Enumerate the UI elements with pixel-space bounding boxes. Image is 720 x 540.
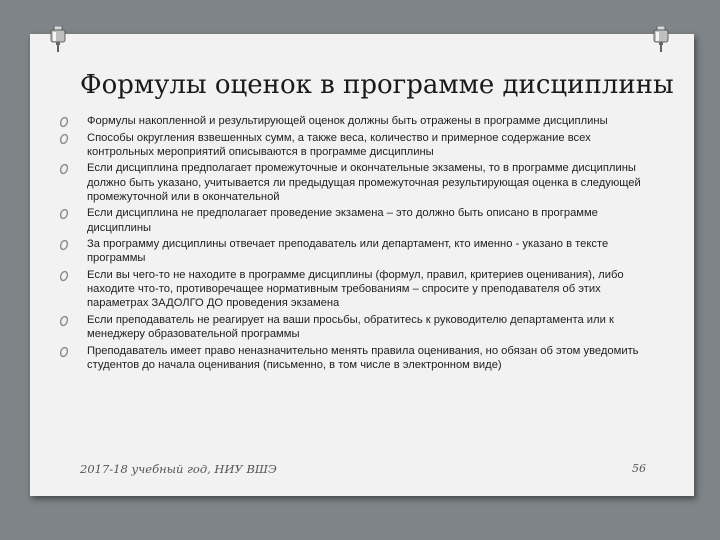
bullet-item: [87, 268, 660, 311]
bullet-text: Преподаватель имеет право неназначительно менять правила оценивания, но обязан об этом уведомить студентов до начала оценивания (письменно, в том числе в электронном виде): [87, 344, 639, 371]
bullet-text: Если вы чего-то не находите в программе дисциплины (формул, правил, критериев оценивания), либо находите что-то, противоречащее нормативным требованиям – спросите у преподавателя об этих параметрах ЗАДОЛГО ДО проведения экзамена: [87, 268, 624, 310]
o-ring-bullet-icon: [57, 207, 71, 221]
bullet-item: [87, 313, 660, 341]
bullet-text: Если преподаватель не реагирует на ваши просьбы, обратитесь к руководителю департамента или к менеджеру образовательной программы: [87, 313, 614, 341]
bullet-item: [87, 114, 660, 128]
o-ring-bullet-icon: [57, 238, 71, 252]
bullet-item: [87, 237, 660, 265]
o-ring-bullet-icon: [57, 314, 71, 328]
bullet-item: [87, 131, 660, 159]
slide: [30, 34, 694, 496]
slide-title: Формулы оценок в программе дисциплины: [80, 70, 674, 100]
bullet-item: [87, 161, 660, 204]
bullet-text: Способы округления взвешенных сумм, а также веса, количество и примерное содержание всех контрольных мероприятий описываются в программе дисциплины: [87, 131, 591, 158]
right-pushpin-icon: [651, 26, 671, 52]
bullet-item: [87, 344, 660, 372]
o-ring-bullet-icon: [57, 132, 71, 146]
bullet-text: Формулы накопленной и результирующей оценок должны быть отражены в программе дисциплины: [87, 115, 608, 127]
o-ring-bullet-icon: [57, 345, 71, 359]
footer-caption: 2017-18 учебный год, НИУ ВШЭ: [80, 462, 277, 476]
o-ring-bullet-icon: [57, 269, 71, 283]
bullet-text: Если дисциплина предполагает промежуточные и окончательные экзамены, то в программе дисциплины должно быть указано, учитывается ли предыдущая промежуточная результирующая оценка в следующей промежуточной или в окончательной: [87, 162, 641, 203]
bullet-list: [87, 114, 660, 375]
o-ring-bullet-icon: [57, 115, 71, 129]
left-pushpin-icon: [48, 26, 68, 52]
bullet-text: За программу дисциплины отвечает преподаватель или департамент, кто именно - указано в тексте программы: [87, 238, 609, 265]
o-ring-bullet-icon: [57, 162, 71, 176]
bullet-text: Если дисциплина не предполагает проведение экзамена – это должно быть описано в программе дисциплины: [87, 207, 598, 234]
bullet-item: [87, 206, 660, 234]
page-number: 56: [632, 462, 646, 475]
